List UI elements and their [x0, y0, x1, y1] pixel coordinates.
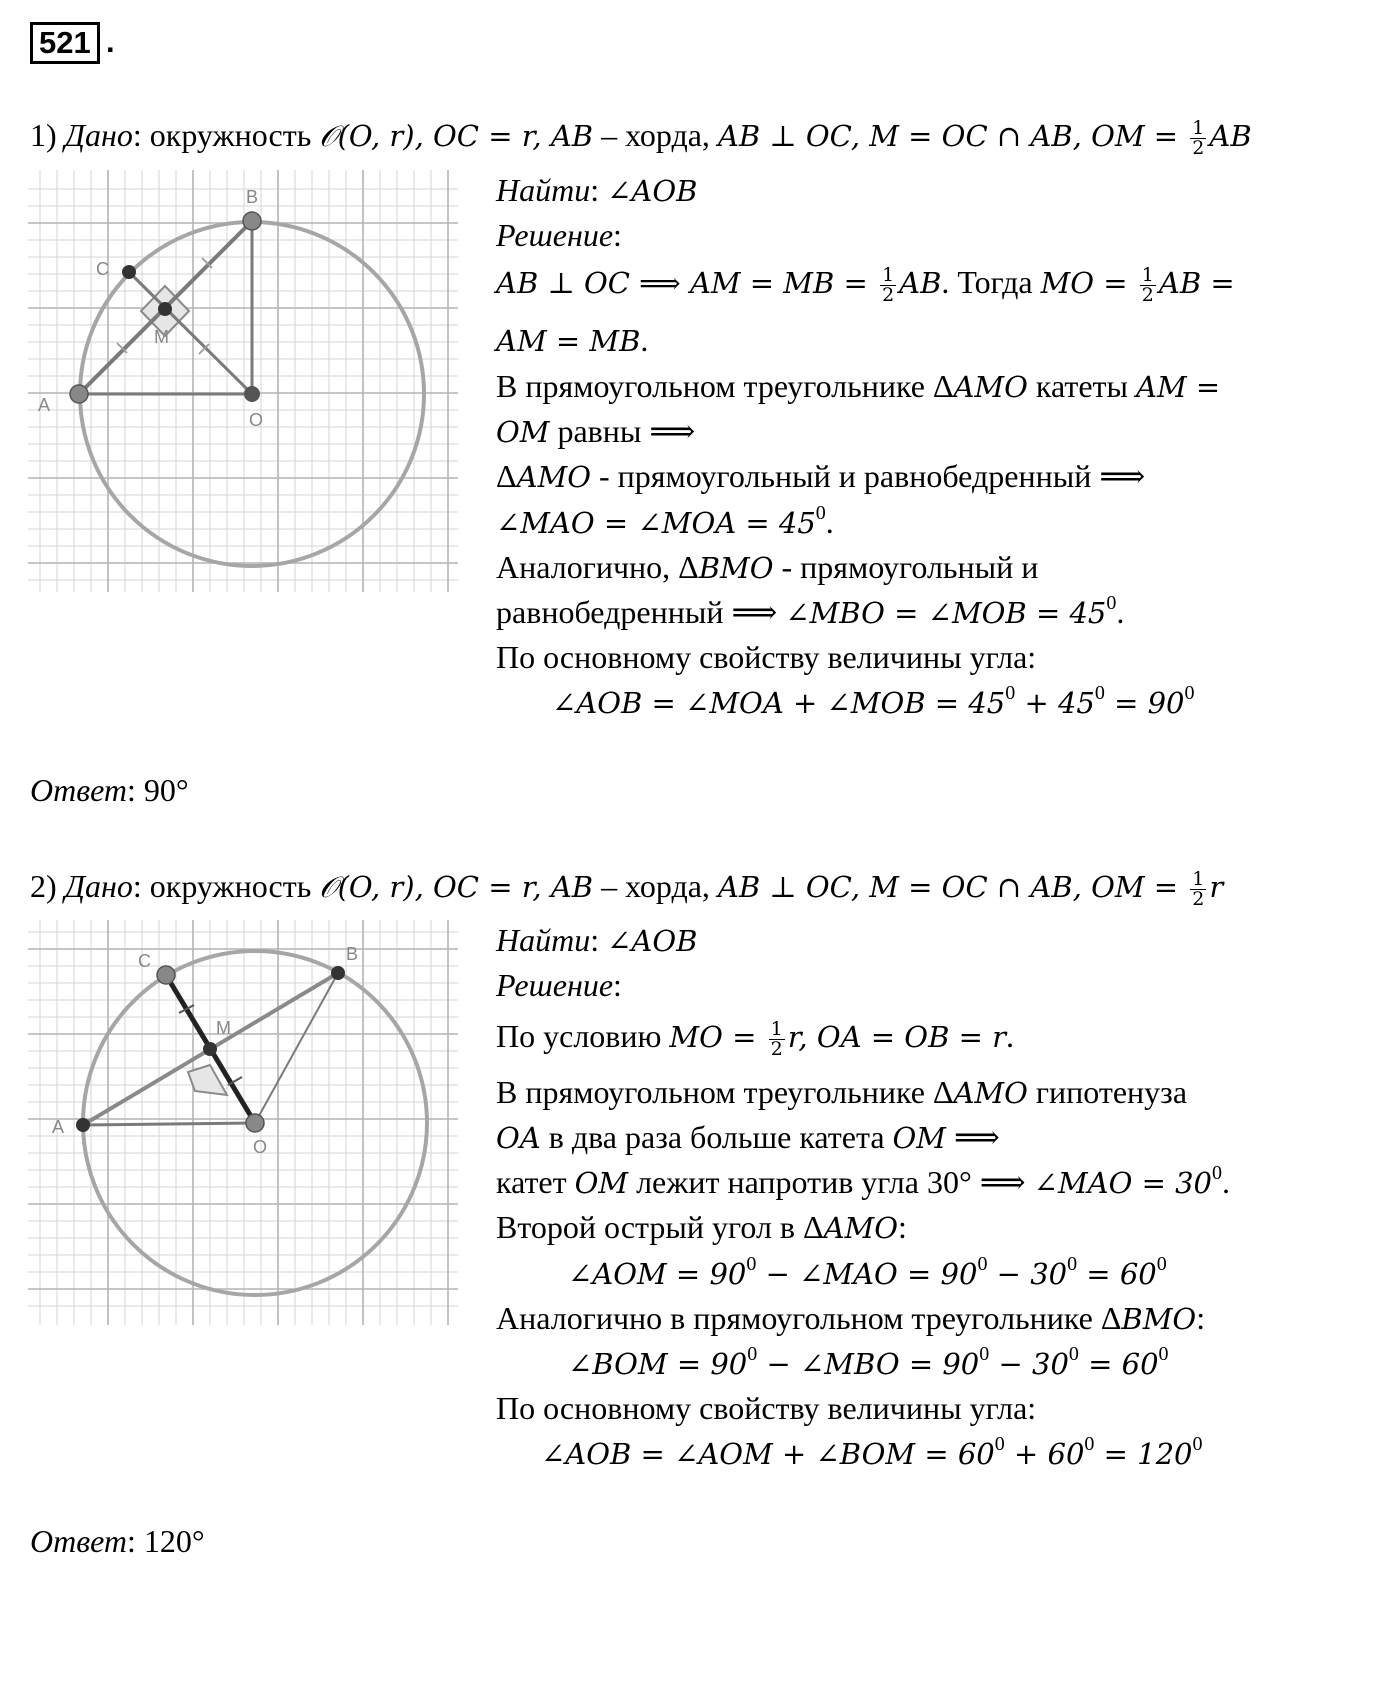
part1-label-A: A	[38, 395, 51, 415]
answer-value: : 90°	[127, 772, 189, 808]
part1-given-line	[30, 115, 1252, 158]
p1-l6: ∠MAO = ∠MOA = 45	[496, 506, 816, 540]
p2-l8-c: − 30	[989, 1347, 1069, 1381]
p2-l10: ∠AOB = ∠AOM + ∠BOM = 60	[541, 1437, 995, 1471]
p1-l8-b: ∠MBO = ∠MOB = 45	[785, 596, 1107, 630]
sup: 0	[1156, 1253, 1167, 1275]
part2-given-fraction	[1190, 870, 1206, 909]
part2-find: Найти: ∠AOB	[496, 922, 698, 958]
solution-word: Решение	[496, 967, 614, 1003]
p1-l3-b: AMO	[953, 370, 1028, 404]
part1-label: 1)	[30, 117, 57, 153]
sup: 0	[1084, 1433, 1095, 1455]
p1-l10-b: + 45	[1015, 686, 1095, 720]
p2-l3-b: в два раза больше катета	[540, 1119, 893, 1155]
answer-word: Ответ	[30, 772, 127, 808]
part2-line5: Второй острый угол в ΔAMO:	[496, 1209, 907, 1245]
p2-l6-c: − 30	[987, 1257, 1068, 1291]
part2-given-text: : окружность	[132, 868, 320, 904]
part2-label-M: M	[216, 1018, 231, 1038]
p2-l4-d: ∠MAO = 30	[1033, 1166, 1212, 1200]
find-math: ∠AOB	[607, 924, 698, 958]
p1-l3-a: В прямоугольном треугольнике Δ	[496, 368, 954, 404]
p2-l5-a: Второй острый угол в Δ	[496, 1209, 824, 1245]
p1-l7-a: Аналогично, Δ	[496, 549, 699, 585]
part1-given-word: Дано	[64, 117, 133, 153]
sup: 0	[1158, 1343, 1169, 1365]
part2-line1: По условию MO = $\frac{1}{2}$ r, OA = OB = r.	[496, 1018, 1014, 1061]
p1-l1-a: AB ⊥ OC ⟹ AM = MB =	[496, 266, 878, 300]
p2-l4-c: лежит напротив угла 30° ⟹	[628, 1164, 1034, 1200]
find-math: ∠AOB	[607, 174, 698, 208]
p2-l4-b: OM	[574, 1166, 629, 1200]
p2-l1-c: r, OA = OB = r	[787, 1020, 1006, 1054]
p1-l3-d: AM =	[1136, 370, 1221, 404]
problem-number: 521	[30, 22, 100, 64]
part1-line8: равнобедренный ⟹ ∠MBO = ∠MOB = $45^0$.	[496, 592, 1125, 630]
part2-given-line	[30, 866, 1223, 909]
part1-line6: ∠MAO = ∠MOA = $45^0$.	[496, 502, 834, 540]
p2-l3-d: ⟹	[945, 1119, 1000, 1155]
p2-l9: По основному свойству величины угла:	[496, 1390, 1037, 1426]
frac-num: 1	[1192, 117, 1205, 140]
p1-l3-c: катеты	[1027, 368, 1137, 404]
p1-l7-b: BMO	[698, 551, 774, 585]
part1-line10	[552, 682, 1195, 723]
part2-line4: катет OM лежит напротив угла 30° ⟹ ∠MAO = $30^0$.	[496, 1162, 1230, 1200]
p2-l6: ∠AOM = 90	[568, 1257, 747, 1291]
part1-line9	[496, 637, 1036, 677]
part2-given-math-a: 𝒪(O, r), OC = r, AB	[319, 870, 594, 904]
part1-label-B: B	[246, 187, 259, 207]
p2-l3-a: OA	[496, 1121, 541, 1155]
sup: 0	[1068, 1343, 1079, 1365]
p2-l3-c: OM	[892, 1121, 946, 1155]
frac-den: 2	[1192, 137, 1205, 160]
part1-line5	[496, 456, 1145, 497]
p1-l5-b: AMO	[516, 460, 591, 494]
p1-l5-a: Δ	[496, 458, 517, 494]
p1-l1-text: . Тогда	[941, 264, 1041, 300]
part2-line2	[496, 1072, 1187, 1113]
part1-answer	[30, 770, 189, 810]
part2-given-math-c: r	[1209, 870, 1224, 904]
sup: 0	[994, 1433, 1005, 1455]
sup: 0	[979, 1343, 990, 1365]
part1-given-text: : окружность	[132, 117, 320, 153]
p2-l4-a: катет	[496, 1164, 575, 1200]
part2-line9	[496, 1388, 1036, 1428]
part2-figure	[28, 920, 458, 1325]
p2-l1-frac: $\frac{1}{2}$	[770, 1018, 783, 1061]
p2-l2-a: В прямоугольном треугольнике Δ	[496, 1074, 954, 1110]
part1-given-dash: – хорда,	[593, 117, 718, 153]
p1-l2: AM = MB	[496, 324, 641, 358]
part2-line8	[568, 1343, 1169, 1384]
p2-l10-b: + 60	[1004, 1437, 1085, 1471]
find-word: Найти	[496, 922, 591, 958]
part2-label-B: B	[346, 944, 359, 964]
part1-line1	[496, 262, 1235, 305]
p2-l7-b: BMO	[1121, 1302, 1197, 1336]
p2-l1-a: По условию	[496, 1018, 670, 1054]
p2-l2-c: гипотенуза	[1027, 1074, 1188, 1110]
sup: 0	[1067, 1253, 1078, 1275]
part1-given-math-a: 𝒪(O, r), OC = r, AB	[319, 119, 594, 153]
p1-l5-c: - прямоугольный и равнобедренный ⟹	[591, 458, 1146, 494]
p2-l5-b: AMO	[823, 1211, 899, 1245]
p2-l8: ∠BOM = 90	[568, 1347, 748, 1381]
part1-find: Найти: ∠AOB	[496, 172, 698, 208]
sup: 0	[1184, 682, 1195, 704]
p1-l1-frac-a: $\frac{1}{2}$	[882, 264, 895, 307]
sup: 0	[1212, 1162, 1222, 1184]
p1-l8-a: равнобедренный ⟹	[496, 594, 786, 630]
part1-given-math-b: AB ⊥ OC, M = OC ∩ AB, OM =	[717, 119, 1188, 153]
p2-l1-b: MO =	[669, 1020, 766, 1054]
sup: 0	[747, 1343, 758, 1365]
sup: 0	[1192, 1433, 1203, 1455]
frac-den: 2	[1192, 888, 1205, 911]
part2-solution-heading: Решение:	[496, 967, 622, 1003]
part2-label: 2)	[30, 868, 57, 904]
part2-line10	[541, 1433, 1203, 1474]
part2-given-dash: – хорда,	[593, 868, 718, 904]
part1-given-math-c: AB	[1209, 119, 1252, 153]
part2-label-C: C	[138, 951, 151, 971]
p2-l10-c: = 120	[1094, 1437, 1193, 1471]
sup: 0	[746, 1253, 757, 1275]
p1-l1-c: MO =	[1040, 266, 1137, 300]
p1-l4-a: OM	[496, 415, 550, 449]
part1-label-M: M	[154, 327, 169, 347]
p1-l1-b: AB	[899, 266, 942, 300]
p2-l6-b: − ∠MAO = 90	[756, 1257, 978, 1291]
sup: 0	[815, 502, 826, 524]
part2-given-word: Дано	[64, 868, 133, 904]
part2-line7: Аналогично в прямоугольном треугольнике ΔBMO:	[496, 1300, 1206, 1336]
part2-line6	[568, 1253, 1167, 1294]
part2-line3	[496, 1117, 1000, 1158]
sup: 0	[1106, 592, 1117, 614]
part1-solution-heading: Решение:	[496, 217, 622, 253]
part1-label-C: C	[96, 259, 109, 279]
part2-answer	[30, 1521, 205, 1561]
part1-line2: AM = MB.	[496, 322, 649, 358]
part1-line3	[496, 366, 1220, 407]
answer-word: Ответ	[30, 1523, 127, 1559]
problem-number-dot: .	[106, 24, 115, 59]
p2-l8-d: = 60	[1078, 1347, 1159, 1381]
p1-l1-d: AB =	[1158, 266, 1235, 300]
part1-figure	[28, 170, 458, 592]
frac-num: 1	[1192, 868, 1205, 891]
p1-l4-b: равны ⟹	[549, 413, 696, 449]
part2-label-A: A	[52, 1117, 65, 1137]
p2-l8-b: − ∠MBO = 90	[757, 1347, 980, 1381]
part1-given-fraction	[1190, 119, 1206, 158]
part1-label-O: O	[249, 410, 264, 430]
p1-l10-c: = 90	[1104, 686, 1185, 720]
sup: 0	[1005, 682, 1016, 704]
part1-line7	[496, 547, 1038, 588]
p1-l7-c: - прямоугольный и	[773, 549, 1039, 585]
answer-value: : 120°	[127, 1523, 205, 1559]
find-word: Найти	[496, 172, 591, 208]
p2-l6-d: = 60	[1077, 1257, 1157, 1291]
part2-given-math-b: AB ⊥ OC, M = OC ∩ AB, OM =	[717, 870, 1188, 904]
p2-l7-a: Аналогично в прямоугольном треугольнике Δ	[496, 1300, 1122, 1336]
sup: 0	[977, 1253, 988, 1275]
part2-label-O: O	[253, 1137, 268, 1157]
p1-l9: По основному свойству величины угла:	[496, 639, 1037, 675]
p1-l1-frac-b: $\frac{1}{2}$	[1141, 264, 1154, 307]
p1-l10: ∠AOB = ∠MOA + ∠MOB = 45	[552, 686, 1006, 720]
solution-word: Решение	[496, 217, 614, 253]
sup: 0	[1094, 682, 1105, 704]
p2-l2-b: AMO	[953, 1076, 1028, 1110]
part1-line4	[496, 411, 695, 452]
